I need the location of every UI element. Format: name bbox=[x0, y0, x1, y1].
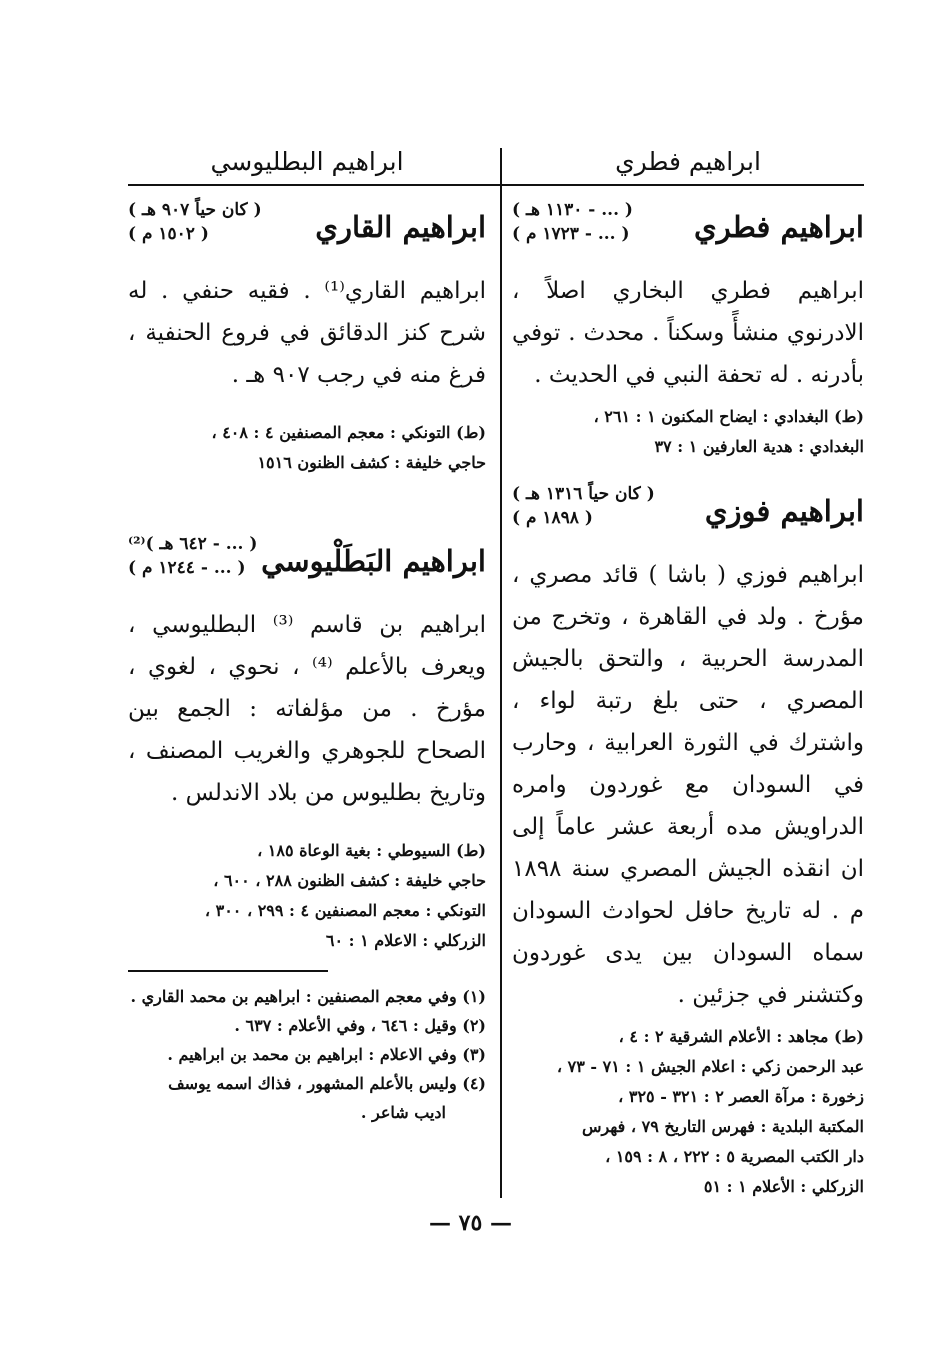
right-column bbox=[512, 140, 864, 1202]
footnote: (٢) وقيل : ٦٤٦ ، وفي الأعلام : ٦٣٧ . bbox=[234, 1016, 486, 1035]
hijri-date: ( كان حياً ٩٠٧ هـ ) bbox=[128, 200, 262, 220]
entry-ibrahim-al-qari bbox=[128, 196, 486, 478]
entry-heading bbox=[128, 530, 486, 600]
footnote: (١) وفي معجم المصنفين : ابراهيم بن محمد القاري . bbox=[130, 987, 486, 1006]
reference-line: البغدادي : هدية العارفين ١ : ٣٧ bbox=[654, 437, 864, 456]
entry-heading bbox=[512, 480, 864, 550]
hijri-date: ( كان حياً ١٣١٦ هـ ) bbox=[512, 484, 655, 504]
entry-ibrahim-fitri bbox=[512, 196, 864, 462]
entry-gap bbox=[128, 478, 486, 518]
reference-line: المكتبة البلدية : فهرس التاريخ ٧٩ ، فهرس bbox=[581, 1117, 864, 1136]
entry-dates bbox=[512, 198, 633, 246]
left-running-header: ابراهيم البطليوسي bbox=[210, 147, 404, 176]
entry-title: ابراهيم فطري bbox=[694, 210, 864, 244]
entry-ibrahim-fawzi bbox=[512, 480, 864, 1202]
entry-body: ابراهيم بن قاسم ⁽³⁾ البطليوسي ، ويعرف بالأعلم ⁽⁴⁾ ، نحوي ، لغوي ، مؤرخ . من مؤلفاته : الجمع بين الصحاح للجوهري والغريب المصنف ، وتاريخ بطليوس من بلاد الاندلس . bbox=[128, 612, 487, 806]
entry-references bbox=[128, 836, 486, 956]
entry-dates bbox=[128, 198, 262, 246]
entry-references bbox=[128, 418, 486, 478]
footnote-continuation: اديب شاعر . bbox=[360, 1103, 446, 1122]
page-number: — ٧٥ — bbox=[429, 1210, 512, 1236]
entry-dates bbox=[512, 482, 655, 530]
entry-references bbox=[512, 1022, 864, 1202]
reference-line: زخورة : مرآة العصر ٢ : ٣٢١ - ٣٢٥ ، bbox=[618, 1087, 864, 1106]
entry-title: ابراهيم البَطَلْيوسي bbox=[261, 544, 486, 578]
entry-heading bbox=[128, 196, 486, 266]
reference-line: الزركلي : الأعلام ١ : ٥١ bbox=[703, 1177, 864, 1196]
footnote-divider bbox=[128, 970, 328, 972]
hijri-date: ( ... - ٦٤٢ هـ )⁽²⁾ bbox=[128, 534, 258, 554]
left-header-rule bbox=[128, 184, 500, 186]
footnote: (٤) وليس بالأعلم المشهور ، فذاك اسمه يوسف bbox=[168, 1074, 486, 1093]
gregorian-date: ( ١٨٩٨ م ) bbox=[512, 508, 593, 528]
entry-body: ابراهيم القاري⁽¹⁾ . فقيه حنفي . له شرح كنز الدقائق في فروع الحنفية ، فرغ منه في رجب ٩٠٧ هـ . bbox=[128, 278, 487, 388]
reference-line: (ط) السيوطي : بغية الوعاة ١٨٥ ، bbox=[257, 841, 486, 860]
reference-line: حاجي خليفة : كشف الظنون ١٥١٦ bbox=[257, 453, 486, 472]
entry-title: ابراهيم القاري bbox=[315, 210, 486, 244]
reference-line: حاجي خليفة : كشف الظنون ٢٨٨ ، ٦٠٠ ، bbox=[213, 871, 486, 890]
entry-dates bbox=[128, 532, 257, 580]
reference-line: (ط) البغدادي : ايضاح المكنون ١ : ٢٦١ ، bbox=[593, 407, 864, 426]
footnote: (٣) وفي الاعلام : ابراهيم بن محمد بن ابراهيم . bbox=[167, 1045, 486, 1064]
entry-body: ابراهيم فطري البخاري اصلاً ، الادرنوي منشأً وسكناً . محدث . توفي بأدرنه . له تحفة النبي في الحديث . bbox=[512, 278, 864, 388]
column-divider bbox=[500, 148, 502, 1198]
entry-ibrahim-al-batalyusi bbox=[128, 530, 486, 956]
gregorian-date: ( ١٥٠٢ م ) bbox=[128, 224, 209, 244]
entry-body: ابراهيم فوزي ( باشا ) قائد مصري ، مؤرخ . ولد في القاهرة ، وتخرج من المدرسة الحربية ، والتحق بالجيش المصري ، حتى بلغ رتبة لواء ، واشترك في الثورة العرابية ، وحارب في السودان مع غوردون وامره الدراويش مده أربعة عشر عاماً إلى ان انقذه الجيش المصري سنة ١٨٩٨ م . له تاريخ حافل لحوادث السودان سماه السودان بين يدى غوردون وكتشنر في جزئين . bbox=[512, 562, 864, 1008]
reference-line: الزركلي : الاعلام ١ : ٦٠ bbox=[325, 931, 486, 950]
entry-title: ابراهيم فوزي bbox=[704, 494, 864, 528]
left-column bbox=[128, 140, 486, 1127]
entry-references bbox=[512, 402, 864, 462]
right-running-header: ابراهيم فطري bbox=[615, 147, 761, 176]
gregorian-date: ( ... - ١٧٢٣ م ) bbox=[512, 224, 630, 244]
right-header-rule bbox=[502, 184, 864, 186]
reference-line: عبد الرحمن زكي : اعلام الجيش ١ : ٧١ - ٧٣ ، bbox=[556, 1057, 864, 1076]
hijri-date: ( ... - ١١٣٠ هـ ) bbox=[512, 200, 633, 220]
entry-heading bbox=[512, 196, 864, 266]
footnotes bbox=[128, 982, 486, 1127]
reference-line: التونكي : معجم المصنفين ٤ : ٢٩٩ ، ٣٠٠ ، bbox=[204, 901, 486, 920]
reference-line: (ط) التونكي : معجم المصنفين ٤ : ٤٠٨ ، bbox=[211, 423, 486, 442]
gregorian-date: ( ... - ١٢٤٤ م ) bbox=[128, 558, 246, 578]
reference-line: دار الكتب المصرية ٥ : ٢٢٢ ، ٨ : ١٥٩ ، bbox=[605, 1147, 864, 1166]
reference-line: (ط) مجاهد : الأعلام الشرقية ٢ : ٤ ، bbox=[618, 1027, 864, 1046]
